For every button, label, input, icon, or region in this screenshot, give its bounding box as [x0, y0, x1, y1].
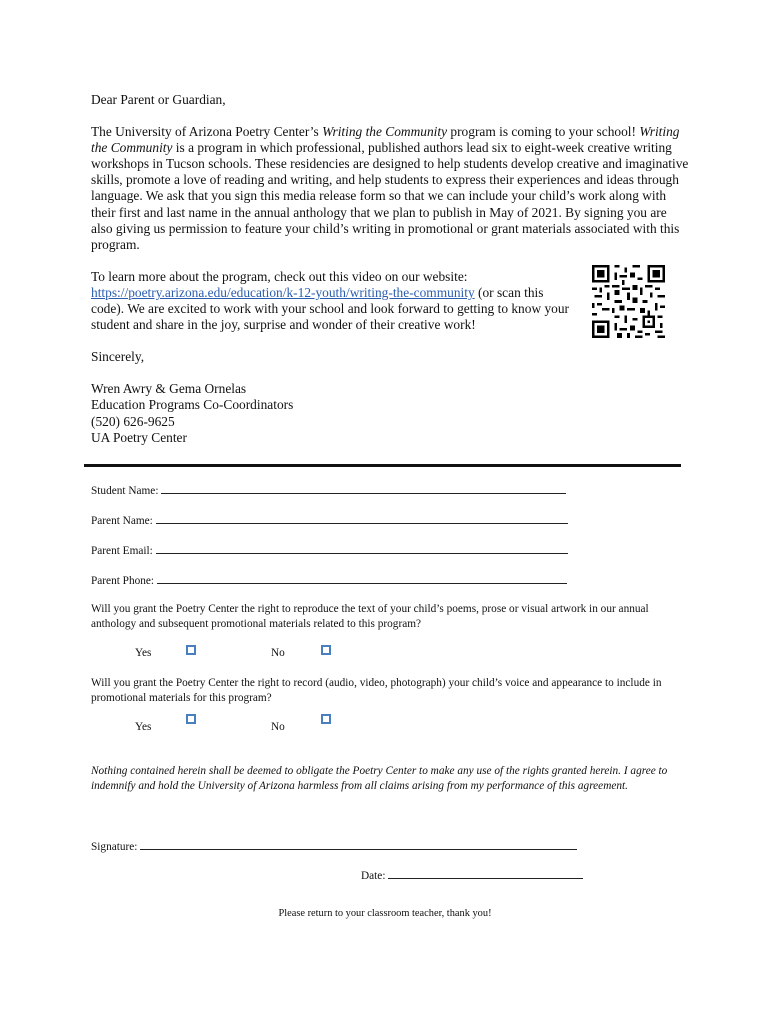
date-line[interactable]	[388, 867, 583, 879]
intro-text-b: program is coming to your school!	[447, 124, 640, 140]
return-instruction: Please return to your classroom teacher, thank you!	[278, 908, 492, 919]
program-website-link[interactable]: https://poetry.arizona.edu/education/k-12-youth/writing-the-community	[91, 284, 475, 300]
indemnity-disclaimer: Nothing contained herein shall be deemed to obligate the Poetry Center to make any use of the rights granted herein. I agree to indemnify and hold the University of Arizona harmless from all claims arising from my performance of this agreement.	[91, 765, 668, 792]
q1-no-label: No	[271, 647, 285, 659]
q1-no-checkbox[interactable]	[321, 645, 331, 655]
q1-yes-label: Yes	[135, 647, 152, 659]
qr-code-icon[interactable]	[592, 264, 665, 339]
student-name-label: Student Name:	[91, 485, 159, 497]
parent-email-label: Parent Email:	[91, 545, 153, 557]
closing: Sincerely,	[91, 349, 145, 365]
q2-yes-checkbox[interactable]	[186, 714, 196, 724]
program-title-2: Writing the Community	[91, 124, 680, 156]
q2-no-checkbox[interactable]	[321, 714, 331, 724]
signer-phone: (520) 626-9625	[91, 413, 175, 429]
signer-org: UA Poetry Center	[91, 429, 187, 445]
q2-no-label: No	[271, 721, 285, 733]
program-title: Writing the Community	[322, 124, 448, 140]
date-label: Date:	[361, 870, 386, 882]
parent-name-line[interactable]	[156, 512, 568, 524]
intro-text-c: is a program in which professional, published authors lead six to eight-week creative writing workshops in Tucson schools. These residencies are designed to help students develop creative and imaginative skills, promote a love of reading and writing, and help students to express their experiences and ideas through language. We ask that you sign this media release form so that we can include your child’s work along with their first and last name in the annual anthology that we plan to publish in May of 2021. By signing you are also giving us permission to feature your child’s writing in promotional or grant materials associated with this program.	[91, 140, 689, 252]
section-divider	[84, 464, 681, 467]
learn-more-text-a: To learn more about the program, check out this video on our website:	[91, 268, 468, 284]
parent-email-field[interactable]	[91, 542, 568, 559]
signature-line[interactable]	[140, 838, 577, 850]
intro-text-a: The University of Arizona Poetry Center’s	[91, 124, 323, 140]
signer-title: Education Programs Co-Coordinators	[91, 397, 294, 413]
parent-email-line[interactable]	[156, 542, 568, 554]
learn-more-text-b: (or scan this code). We are excited to work with your school and look forward to getting to know your student and share in the joy, surprise and wonder of their creative work!	[91, 284, 570, 333]
greeting: Dear Parent or Guardian,	[91, 92, 226, 107]
parent-name-label: Parent Name:	[91, 515, 153, 527]
student-name-field[interactable]	[91, 482, 566, 499]
q2-yes-label: Yes	[135, 721, 152, 733]
date-field[interactable]	[361, 867, 583, 884]
parent-phone-field[interactable]	[91, 572, 567, 589]
learn-more-paragraph	[91, 269, 569, 333]
intro-paragraph	[91, 124, 689, 253]
signer-names: Wren Awry & Gema Ornelas	[91, 381, 247, 397]
q1-yes-checkbox[interactable]	[186, 645, 196, 655]
parent-phone-line[interactable]	[157, 572, 567, 584]
question-anthology: Will you grant the Poetry Center the right to reproduce the text of your child’s poems, prose or visual artwork in our annual anthology and subsequent promotional materials related to this program?	[91, 603, 649, 630]
parent-name-field[interactable]	[91, 512, 568, 529]
signature-label: Signature:	[91, 841, 138, 853]
parent-phone-label: Parent Phone:	[91, 575, 155, 587]
question-recording: Will you grant the Poetry Center the right to record (audio, video, photograph) your child’s voice and appearance to include in promotional materials for this program?	[91, 677, 662, 704]
signature-field[interactable]	[91, 838, 577, 855]
signer-block	[91, 381, 689, 445]
student-name-line[interactable]	[161, 482, 566, 494]
